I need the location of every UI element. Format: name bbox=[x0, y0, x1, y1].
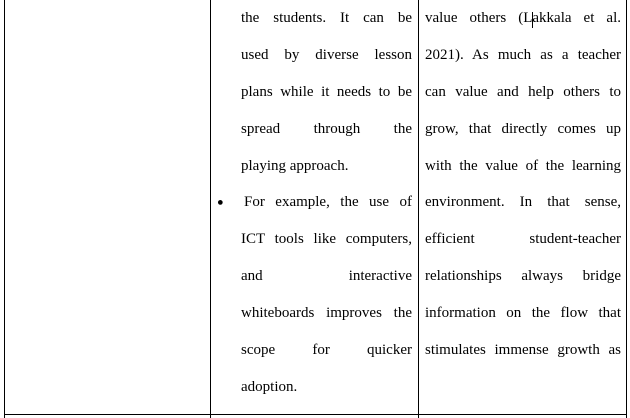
bullet-icon: ● bbox=[217, 196, 224, 209]
text-line: grow, that directly comes up bbox=[425, 120, 621, 137]
table-border-col1 bbox=[210, 0, 211, 418]
text-cursor bbox=[532, 12, 533, 28]
text-line: spread through the bbox=[241, 120, 412, 137]
table-border-col2 bbox=[418, 0, 419, 418]
text-line: scope for quicker bbox=[241, 342, 412, 359]
text-line: plans while it needs to be bbox=[241, 83, 412, 100]
text-line: adoption. bbox=[241, 378, 298, 395]
table-cell-right[interactable] bbox=[425, 0, 621, 369]
text-line: relationships always bridge bbox=[425, 268, 621, 285]
text-line: information on the flow that bbox=[425, 305, 621, 322]
text-line: with the value of the learning bbox=[425, 157, 621, 174]
text-line: whiteboards improves the bbox=[241, 305, 412, 322]
text-line: and interactive bbox=[241, 268, 412, 285]
table-border-bottom bbox=[4, 414, 627, 415]
text-line: playing approach. bbox=[241, 157, 349, 174]
text-line: can value and help others to bbox=[425, 83, 621, 100]
text-line: used by diverse lesson bbox=[241, 46, 412, 63]
table-cell-left bbox=[5, 0, 210, 414]
text-line: For example, the use of bbox=[244, 194, 412, 211]
text-line: 2021). As much as a teacher bbox=[425, 46, 621, 63]
text-line: the students. It can be bbox=[241, 10, 412, 26]
text-line: ICT tools like computers, bbox=[241, 231, 412, 248]
table-cell-middle[interactable] bbox=[241, 0, 412, 406]
table-border-right bbox=[626, 0, 627, 418]
text-line: value others (Lakkala et al. bbox=[425, 10, 621, 26]
text-line: stimulates immense growth as bbox=[425, 342, 621, 359]
text-line: environment. In that sense, bbox=[425, 194, 621, 211]
text-line: efficient student-teacher bbox=[425, 231, 621, 248]
